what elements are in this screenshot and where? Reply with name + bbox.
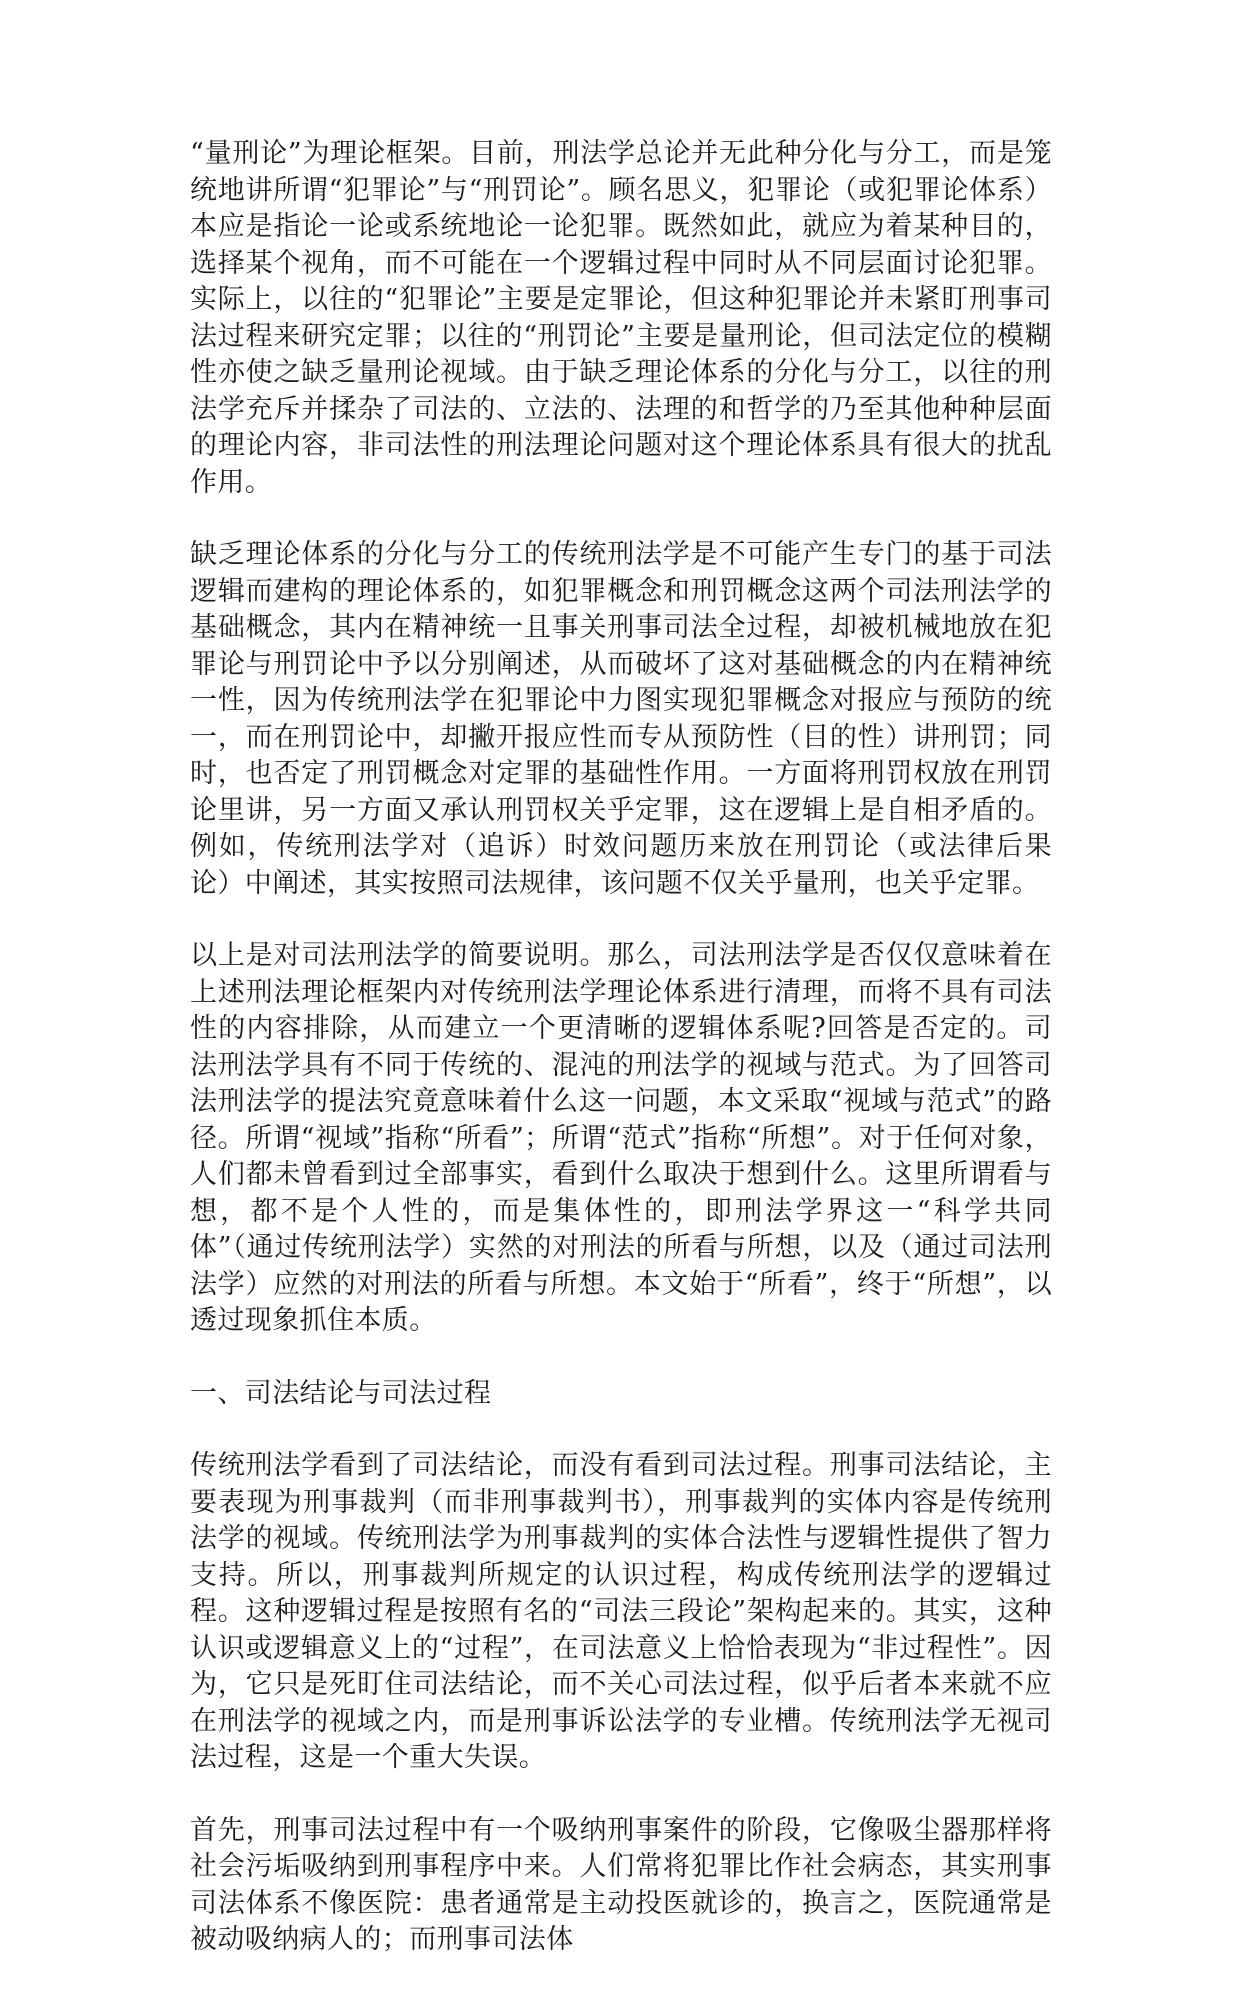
- body-paragraph: 以上是对司法刑法学的简要说明。那么，司法刑法学是否仅仅意味着在上述刑法理论框架内对传统刑法学理论体系进行清理，而将不具有司法性的内容排除，从而建立一个更清晰的逻辑体系呢?回答是否定的。司法刑法学具有不同于传统的、混沌的刑法学的视域与范式。为了回答司法刑法学的提法究竟意味着什么这一问题，本文采取“视域与范式”的路径。所谓“视域”指称“所看”；所谓“范式”指称“所想”。对于任何对象，人们都未曾看到过全部事实，看到什么取决于想到什么。这里所谓看与想，都不是个人性的，而是集体性的，即刑法学界这一“科学共同体”（通过传统刑法学）实然的对刑法的所看与所想，以及（通过司法刑法学）应然的对刑法的所看与所想。本文始于“所看”，终于“所想”，以透过现象抓住本质。: [190, 940, 1052, 1336]
- section-heading: 一、司法结论与司法过程: [190, 1377, 492, 1409]
- document-page: [190, 136, 1052, 1995]
- body-paragraph: “量刑论”为理论框架。目前，刑法学总论并无此种分化与分工，而是笼统地讲所谓“犯罪论”与“刑罚论”。顾名思义，犯罪论（或犯罪论体系）本应是指论一论或系统地论一论犯罪。既然如此，就应为着某种目的，选择某个视角，而不可能在一个逻辑过程中同时从不同层面讨论犯罪。实际上，以往的“犯罪论”主要是定罪论，但这种犯罪论并未紧盯刑事司法过程来研究定罪；以往的“刑罚论”主要是量刑论，但司法定位的模糊性亦使之缺乏量刑论视域。由于缺乏理论体系的分化与分工，以往的刑法学充斥并揉杂了司法的、立法的、法理的和哲学的乃至其他种种层面的理论内容，非司法性的刑法理论问题对这个理论体系具有很大的扰乱作用。: [190, 138, 1052, 498]
- body-paragraph: 传统刑法学看到了司法结论，而没有看到司法过程。刑事司法结论，主要表现为刑事裁判（而非刑事裁判书），刑事裁判的实体内容是传统刑法学的视域。传统刑法学为刑事裁判的实体合法性与逻辑性提供了智力支持。所以，刑事裁判所规定的认识过程，构成传统刑法学的逻辑过程。这种逻辑过程是按照有名的“司法三段论”架构起来的。其实，这种认识或逻辑意义上的“过程”，在司法意义上恰恰表现为“非过程性”。因为，它只是死盯住司法结论，而不关心司法过程，似乎后者本来就不应在刑法学的视域之内，而是刑事诉讼法学的专业槽。传统刑法学无视司法过程，这是一个重大失误。: [190, 1450, 1052, 1773]
- body-paragraph: 首先，刑事司法过程中有一个吸纳刑事案件的阶段，它像吸尘器那样将社会污垢吸纳到刑事程序中来。人们常将犯罪比作社会病态，其实刑事司法体系不像医院：患者通常是主动投医就诊的，换言之，医院通常是被动吸纳病人的；而刑事司法体: [190, 1814, 1052, 1955]
- body-paragraph: 缺乏理论体系的分化与分工的传统刑法学是不可能产生专门的基于司法逻辑而建构的理论体系的，如犯罪概念和刑罚概念这两个司法刑法学的基础概念，其内在精神统一且事关刑事司法全过程，却被机械地放在犯罪论与刑罚论中予以分别阐述，从而破坏了这对基础概念的内在精神统一性，因为传统刑法学在犯罪论中力图实现犯罪概念对报应与预防的统一，而在刑罚论中，却撇开报应性而专从预防性（目的性）讲刑罚；同时，也否定了刑罚概念对定罪的基础性作用。一方面将刑罚权放在刑罚论里讲，另一方面又承认刑罚权关乎定罪，这在逻辑上是自相矛盾的。例如，传统刑法学对（追诉）时效问题历来放在刑罚论（或法律后果论）中阐述，其实按照司法规律，该问题不仅关乎量刑，也关乎定罪。: [190, 539, 1052, 899]
